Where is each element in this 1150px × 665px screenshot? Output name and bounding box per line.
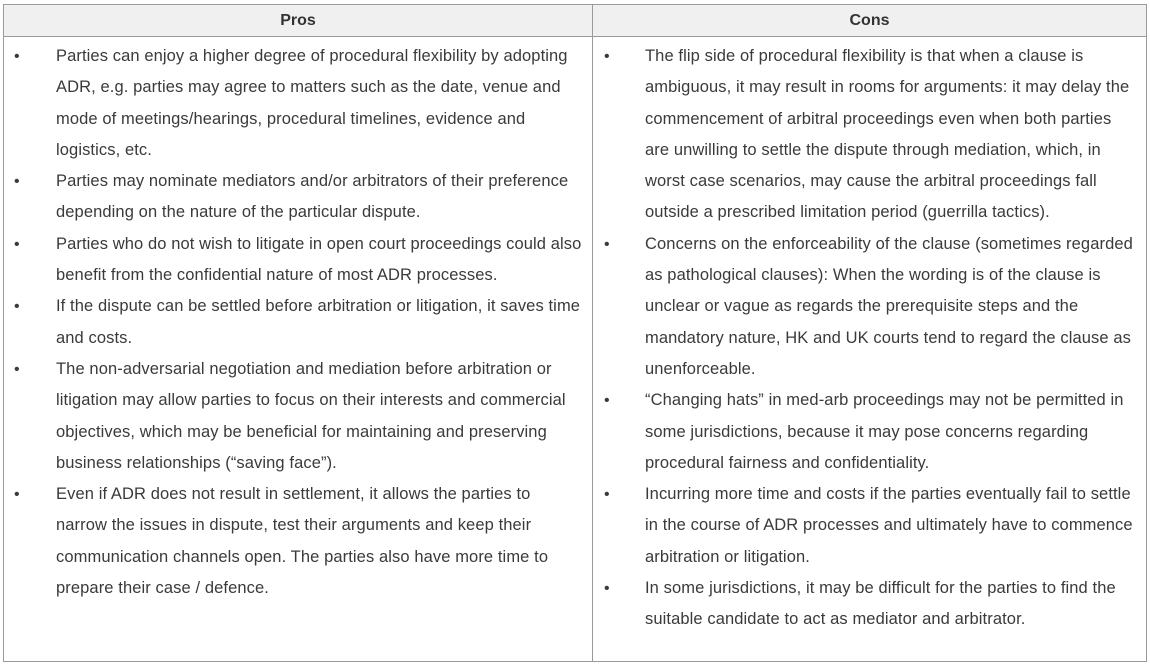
cons-item-text: “Changing hats” in med-arb proceedings may not be permitted in some jurisdictions, because it may pose concerns regarding procedural fairness and confidentiality. [645,391,1124,472]
bullet-icon: • [14,173,20,191]
cons-list-item [593,41,1146,229]
pros-list-item [4,291,592,354]
bullet-icon: • [604,392,610,410]
bullet-icon: • [604,486,610,504]
bullet-icon: • [14,48,20,65]
pros-list-item [4,479,592,604]
cons-item-text: The flip side of procedural flexibility is that when a clause is ambiguous, it may result in rooms for arguments: it may delay the commencement of arbitral proceedings even when both parties are unwilling to settle the dispute through mediation, which, in worst case scenarios, may cause the arbitral proceedings fall outside a prescribed limitation period (guerrilla tactics). [645,47,1130,222]
table-header-row [4,5,1146,37]
cons-list-item [593,385,1146,479]
bullet-icon: • [14,486,20,504]
cons-header: Cons [849,12,890,29]
pros-cons-table [3,4,1147,662]
pros-item-text: The non-adversarial negotiation and mediation before arbitration or litigation may allow parties to focus on their interests and commercial objectives, which may be beneficial for maintaining and preserving business relationships (“saving face”). [56,359,566,472]
bullet-icon: • [604,235,610,253]
pros-item-text: Even if ADR does not result in settlement, it allows the parties to narrow the issues in dispute, test their arguments and keep their communication channels open. The parties also have more time to prepare their case / defence. [56,485,549,598]
cons-item-text: In some jurisdictions, it may be difficult for the parties to find the suitable candidate to act as mediator and arbitrator. [645,579,1116,629]
cons-list-item [593,573,1146,636]
pros-list-item [4,166,592,229]
pros-item-text: Parties may nominate mediators and/or arbitrators of their preference depending on the nature of the particular dispute. [56,172,569,222]
cons-list-item [593,229,1146,385]
cons-list [593,37,1146,636]
pros-list-item [4,41,592,166]
pros-item-text: Parties can enjoy a higher degree of procedural flexibility by adopting ADR, e.g. parties may agree to matters such as the date, venue and mode of meetings/hearings, procedural timelines, evidence and logistics, etc. [56,47,568,159]
pros-item-text: Parties who do not wish to litigate in open court proceedings could also benefit from the confidential nature of most ADR processes. [56,234,582,285]
bullet-icon: • [14,235,20,253]
bullet-icon: • [14,298,20,316]
pros-header: Pros [280,12,316,29]
pros-item-text: If the dispute can be settled before arbitration or litigation, it saves time and costs. [56,297,581,347]
pros-list-item [4,229,592,292]
pros-list-item [4,354,592,479]
pros-list [4,37,592,604]
cons-item-text: Concerns on the enforceability of the clause (sometimes regarded as pathological clauses): When the wording is of the clause is unclear or vague as regards the prerequisite steps and the mandatory nature, HK and UK courts tend to regard the clause as unenforceable. [645,234,1133,378]
bullet-icon: • [604,580,610,598]
bullet-icon: • [604,48,610,65]
cons-list-item [593,479,1146,573]
bullet-icon: • [14,360,20,378]
cons-item-text: Incurring more time and costs if the parties eventually fail to settle in the course of ADR processes and ultimately have to commence arbitration or litigation. [645,485,1133,566]
